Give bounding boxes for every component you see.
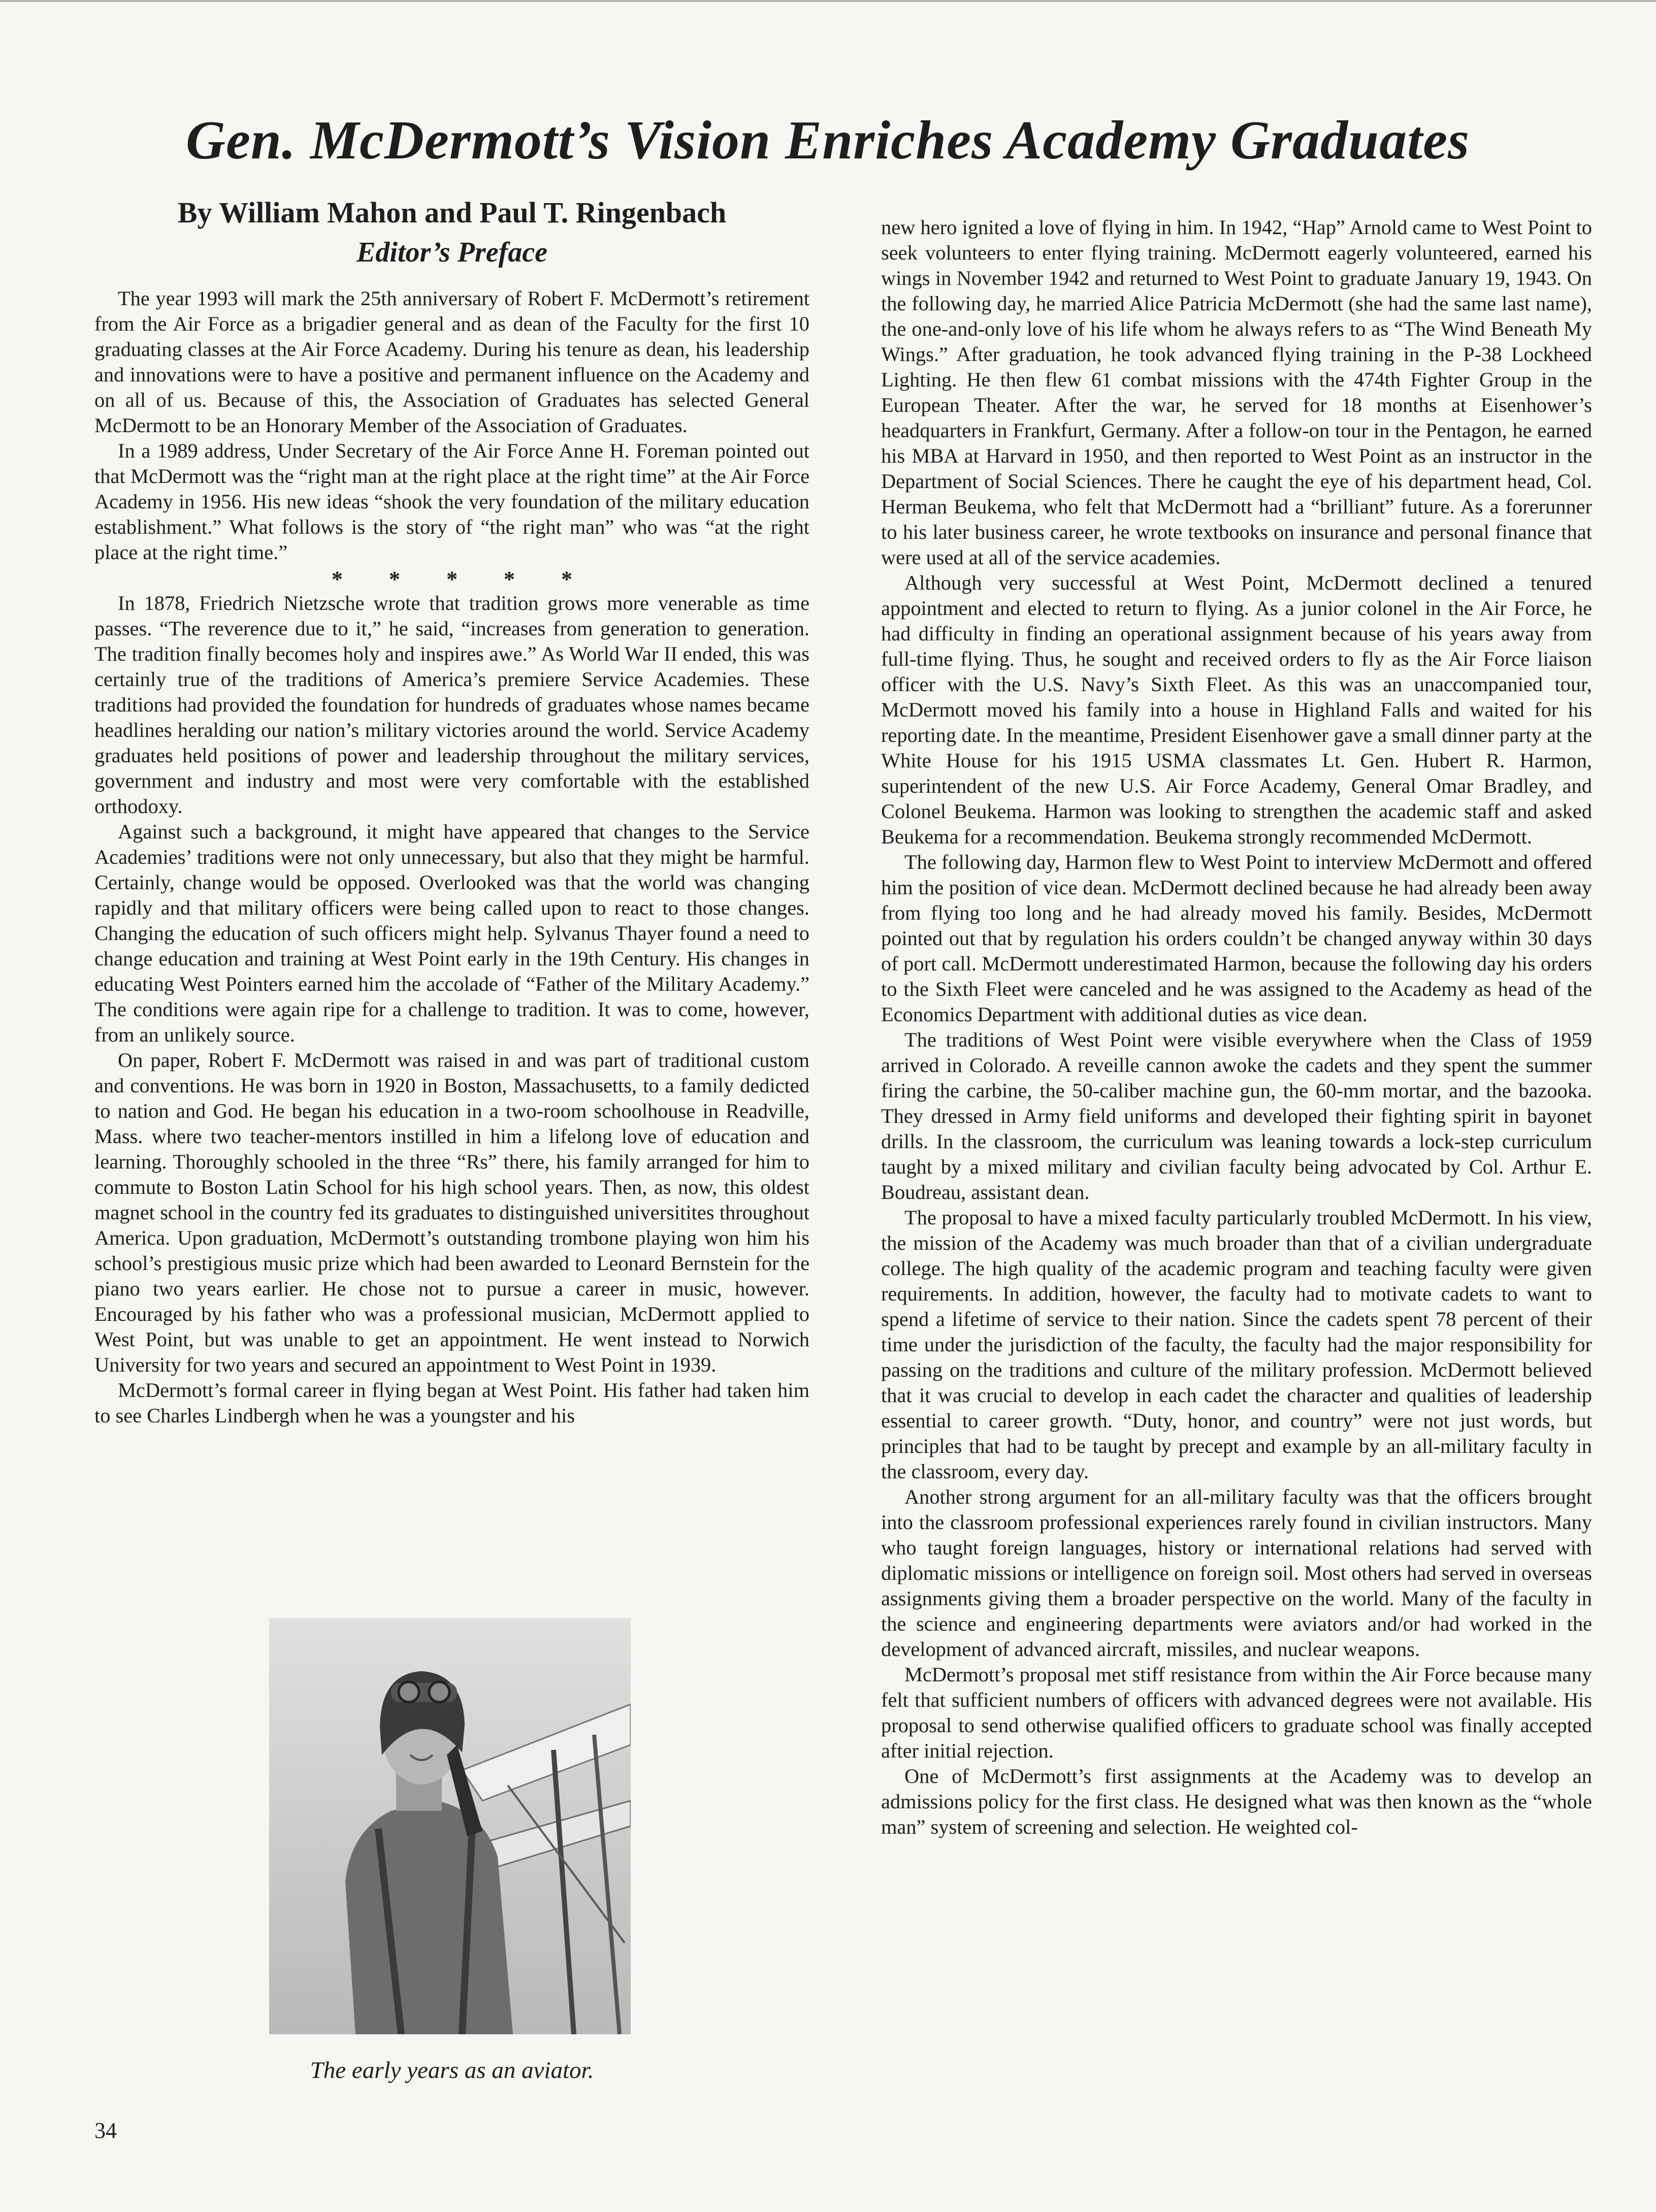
paragraph: Another strong argument for an all-military faculty was that the officers brought into the classroom professional experiences rarely found in civilian instructors. Many who taught foreign languages, history or international relations had served with diplomatic missions or intelligence on foreign soil. Most others had served in overseas assignments giving them a broader perspective on the world. Many of the faculty in the science and engineering departments were aviators and/or had worked in the development of advanced aircraft, missiles, and nuclear weapons. [881, 1485, 1592, 1661]
paragraph: Against such a background, it might have appeared that changes to the Service Academies’ traditions were not only unnecessary, but also that they might be harmful. Certainly, change would be opposed. Overlooked was that the world was changing rapidly and that military officers were being called upon to react to those changes. Changing the education of such officers might help. Sylvanus Thayer found a need to change education and training at West Point early in the 19th Century. His changes in educating West Pointers earned him the accolade of “Father of the Military Academy.” The conditions were again ripe for a challenge to tradition. It was to come, however, from an unlikely source. [94, 820, 809, 1046]
article-byline: By William Mahon and Paul T. Ringenbach [177, 196, 727, 229]
article-title: Gen. McDermott’s Vision Enriches Academy Graduates [185, 110, 1470, 171]
paragraph: new hero ignited a love of flying in him. In 1942, “Hap” Arnold came to West Point to seek volunteers to enter flying training. McDermott eagerly volunteered, earned his wings in November 1942 and returned to West Point to graduate January 19, 1943. On the following day, he married Alice Patricia McDermott (she had the same last name), the one-and-only love of his life whom he always refers to as “The Wind Beneath My Wings.” After graduation, he took advanced flying training in the P-38 Lockheed Lighting. He then flew 61 combat missions with the 474th Fighter Group in the European Theater. After the war, he served for 18 months at Eisenhower’s headquarters in Frankfurt, Germany. After a follow-on tour in the Pentagon, he earned his MBA at Harvard in 1950, and then reported to West Point as an instructor in the Department of Social Sciences. There he caught the eye of his department head, Col. Herman Beukema, who felt that McDermott had a “brilliant” future. As a forerunner to his later business career, he wrote textbooks on insurance and personal finance that were used at all of the service academies. [881, 216, 1592, 569]
paragraph: The year 1993 will mark the 25th anniversary of Robert F. McDermott’s retirement from the Air Force as a brigadier general and as dean of the Faculty for the first 10 graduating classes at the Air Force Academy. During his tenure as dean, his leadership and innovations were to have a positive and permanent influence on the Academy and on all of us. Because of this, the Association of Graduates has selected General McDermott to be an Honorary Member of the Association of Graduates. [94, 287, 809, 437]
paragraph: The traditions of West Point were visible everywhere when the Class of 1959 arrived in Colorado. A reveille cannon awoke the cadets and they spent the summer firing the carbine, the 50-caliber machine gun, the 60-mm mortar, and the bazooka. They dressed in Army field uniforms and developed their fighting spirit in bayonet drills. In the classroom, the curriculum was leaning towards a lock-step curriculum taught by a mixed military and civilian faculty being advocated by Col. Arthur E. Boudreau, assistant dean. [881, 1028, 1592, 1203]
paragraph: In 1878, Friedrich Nietzsche wrote that tradition grows more venerable as time passes. “The reverence due to it,” he said, “increases from generation to generation. The tradition finally becomes holy and inspires awe.” As World War II ended, this was certainly true of the traditions of America’s premiere Service Academies. These traditions had provided the foundation for hundreds of graduates whose names became headlines heralding our nation’s military victories around the world. Service Academy graduates held positions of power and leadership throughout the military services, government and industry and most were very comfortable with the established orthodoxy. [94, 592, 809, 818]
page-top-rule [0, 0, 1656, 2]
paragraph: One of McDermott’s first assignments at the Academy was to develop an admissions policy for the first class. He designed what was then known as the “whole man” system of screening and selection. He weighted col- [881, 1765, 1592, 1838]
paragraph: In a 1989 address, Under Secretary of the Air Force Anne H. Foreman pointed out that McDermott was the “right man at the right place at the right time” at the Air Force Academy in 1956. His new ideas “shook the very foundation of the military education establishment.” What follows is the story of “the right man” who was “at the right place at the right time.” [94, 439, 809, 564]
paragraph: McDermott’s proposal met stiff resistance from within the Air Force because many felt that sufficient numbers of officers with advanced degrees were not available. His proposal to send otherwise qualified officers to graduate school was finally accepted after initial rejection. [881, 1663, 1592, 1762]
section-separator: * * * * * [332, 567, 593, 592]
paragraph: The proposal to have a mixed faculty particularly troubled McDermott. In his view, the mission of the Academy was much broader than that of a civilian undergraduate college. The high quality of the academic program and teaching faculty were given requirements. In addition, however, the faculty had to motivate cadets to want to spend a lifetime of service to their nation. Since the cadets spent 78 percent of their time under the jurisdiction of the faculty, the faculty had the major responsibility for passing on the traditions and culture of the military profession. McDermott believed that it was crucial to develop in each cadet the character and qualities of leadership essential to career growth. “Duty, honor, and country” were not just words, but principles that had to be taught by precept and example by an all-military faculty in the classroom, every day. [881, 1206, 1592, 1483]
left-column [94, 286, 809, 1428]
page-number: 34 [94, 2118, 117, 2143]
paragraph: Although very successful at West Point, McDermott declined a tenured appointment and elected to return to flying. As a junior colonel in the Air Force, he had difficulty in finding an operational assignment because of his years away from full-time flying. Thus, he sought and received orders to fly as the Air Force liaison officer with the U.S. Navy’s Sixth Fleet. As this was an unaccompanied tour, McDermott moved his family into a house in Highland Falls and waited for his reporting date. In the meantime, President Eisenhower gave a small dinner party at the White House for his 1915 USMA classmates Lt. Gen. Hubert R. Harmon, superintendent of the new U.S. Air Force Academy, General Omar Bradley, and Colonel Beukema. Harmon was looking to strengthen the academic staff and asked Beukema for a recommendation. Beukema strongly recommended McDermott. [881, 571, 1592, 848]
paragraph: The following day, Harmon flew to West Point to interview McDermott and offered him the position of vice dean. McDermott declined because he had already been away from flying too long and he had already moved his family. Besides, McDermott pointed out that by regulation his orders couldn’t be changed anyway within 30 days of port call. McDermott underestimated Harmon, because the following day his orders to the Sixth Fleet were canceled and he was assigned to the Academy as head of the Economics Department with additional duties as vice dean. [881, 851, 1592, 1026]
paragraph: McDermott’s formal career in flying began at West Point. His father had taken him to see Charles Lindbergh when he was a youngster and his [94, 1379, 809, 1427]
aviator-photo [269, 1618, 631, 2034]
paragraph: On paper, Robert F. McDermott was raised in and was part of traditional custom and conventions. He was born in 1920 in Boston, Massachusetts, to a family dedicted to nation and God. He began his education in a two-room schoolhouse in Readville, Mass. where two teacher-mentors instilled in him a lifelong love of education and learning. Thoroughly schooled in the three “Rs” there, his family arranged for him to commute to Boston Latin School for his high school years. Then, as now, this oldest magnet school in the country fed its graduates to distinguished universitites throughout America. Upon graduation, McDermott’s outstanding trombone playing won him his school’s prestigious music prize which had been awarded to Leonard Bernstein for the piano two years earlier. He chose not to pursue a career in music, however. Encouraged by his father who was a professional musician, McDermott applied to West Point, but was unable to get an appointment. He went instead to Norwich University for two years and secured an appointment to West Point in 1939. [94, 1049, 809, 1376]
photo-caption: The early years as an aviator. [310, 2057, 594, 2084]
aviator-photo-illustration [269, 1618, 631, 2034]
right-column [881, 215, 1592, 1840]
preface-title: Editor’s Preface [356, 237, 547, 268]
